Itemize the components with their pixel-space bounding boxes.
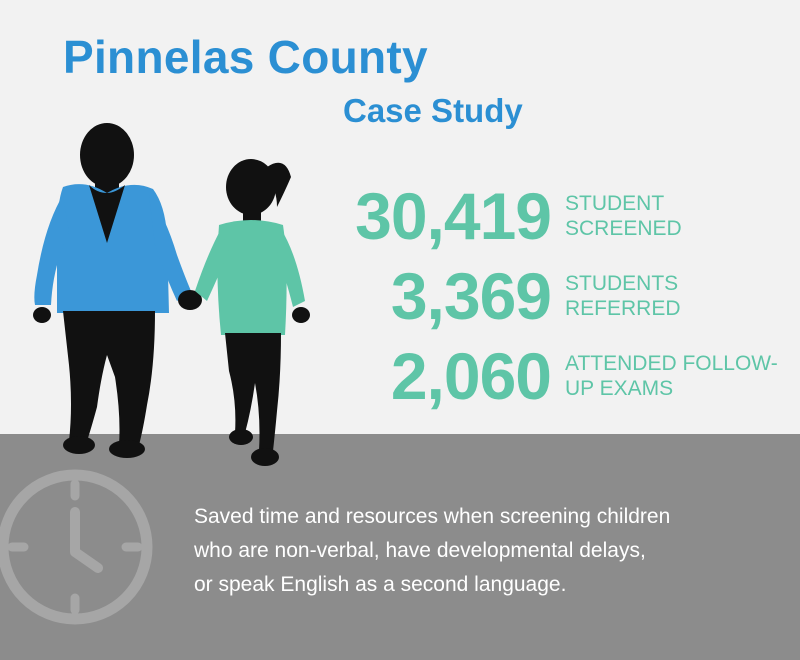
description (194, 500, 774, 602)
stat-value: 2,060 (390, 339, 551, 413)
description-line: or speak English as a second language. (194, 573, 567, 596)
children-silhouette-icon (15, 115, 325, 475)
boy-silhouette (33, 123, 202, 458)
page-subtitle: Case Study (343, 92, 523, 129)
stat-label: ATTENDED FOLLOW-UP EXAMS (565, 352, 778, 400)
stat-label: STUDENTS REFERRED (565, 272, 681, 320)
clock-icon (0, 462, 160, 632)
stat-value: 3,369 (390, 259, 551, 333)
girl-silhouette (195, 159, 310, 466)
stat-follow-up-exams (391, 338, 781, 414)
stat-students-referred (391, 258, 781, 334)
stat-label: STUDENT SCREENED (565, 192, 682, 240)
description-line: who are non-verbal, have developmental delays, (194, 539, 646, 562)
page-title: Pinnelas County (63, 31, 428, 83)
stat-value: 30,419 (355, 179, 551, 253)
stat-students-screened (355, 178, 781, 254)
description-line: Saved time and resources when screening children (194, 505, 671, 528)
